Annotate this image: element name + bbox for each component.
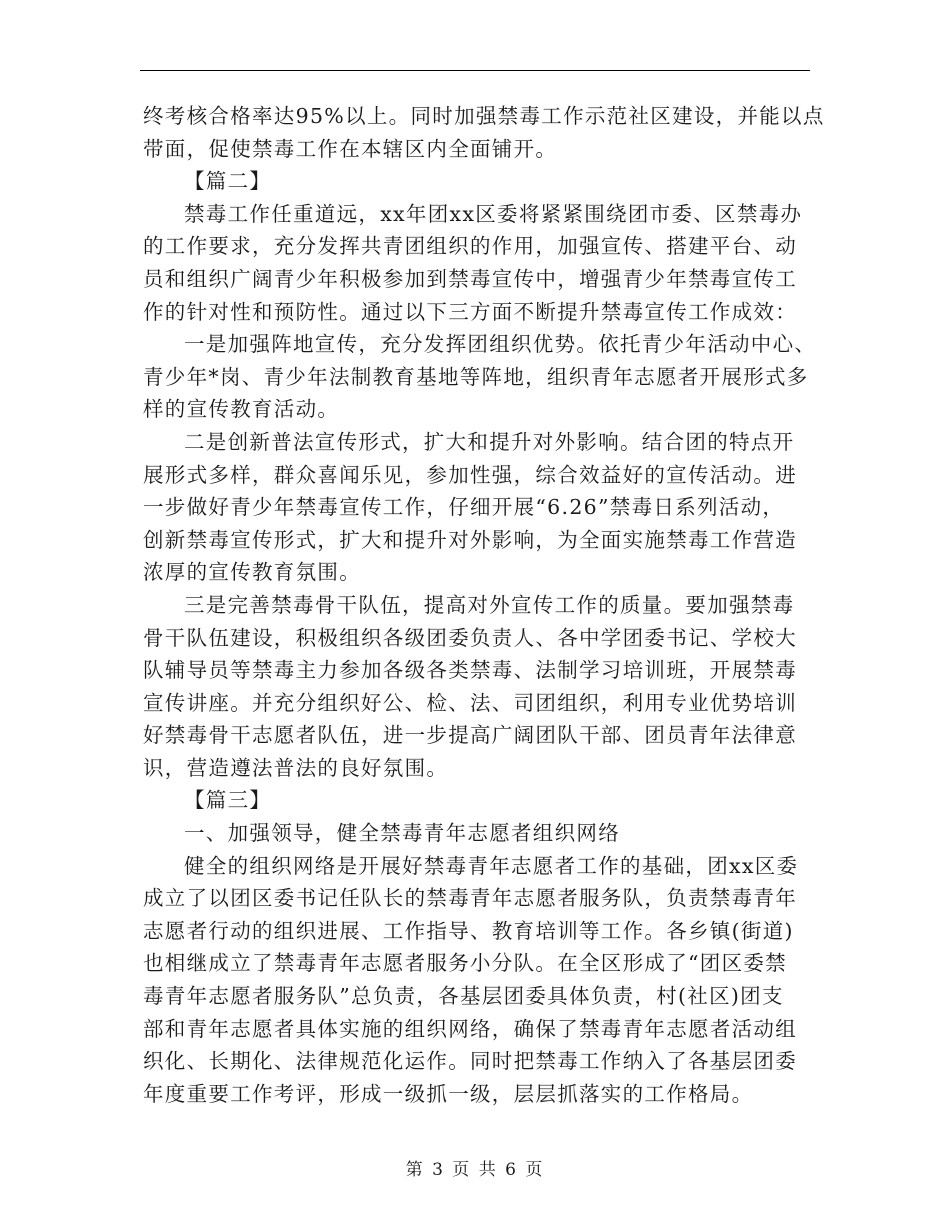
text-line: 展形式多样，群众喜闻乐见，参加性强，综合效益好的宣传活动。进 bbox=[143, 462, 797, 487]
text-line: 青少年*岗、青少年法制教育基地等阵地，组织青年志愿者开展形式多 bbox=[143, 364, 809, 389]
text-line: 浓厚的宣传教育氛围。 bbox=[143, 560, 361, 585]
text-line: 一、加强领导，健全禁毒青年志愿者组织网络 bbox=[184, 821, 620, 846]
text-line: 二是创新普法宣传形式，扩大和提升对外影响。结合团的特点开 bbox=[184, 429, 795, 454]
text-line: 【篇二】 bbox=[184, 169, 272, 194]
text-line: 带面，促使禁毒工作在本辖区内全面铺开。 bbox=[143, 136, 558, 161]
text-line: 的工作要求，充分发挥共青团组织的作用，加强宣传、搭建平台、动 bbox=[143, 234, 797, 259]
text-line: 识，营造遵法普法的良好氛围。 bbox=[143, 755, 449, 780]
text-line: 三是完善禁毒骨干队伍，提高对外宣传工作的质量。要加强禁毒 bbox=[184, 592, 795, 617]
text-line: 禁毒工作任重道远，xx年团xx区委将紧紧围绕团市委、区禁毒办 bbox=[184, 201, 803, 226]
document-body bbox=[143, 100, 825, 1110]
text-line: 织化、长期化、法律规范化运作。同时把禁毒工作纳入了各基层团委 bbox=[143, 1049, 797, 1074]
text-line: 员和组织广阔青少年积极参加到禁毒宣传中，增强青少年禁毒宣传工 bbox=[143, 266, 797, 291]
page-number: 第 3 页 共 6 页 bbox=[405, 1160, 545, 1180]
text-line: 队辅导员等禁毒主力参加各级各类禁毒、法制学习培训班，开展禁毒 bbox=[143, 658, 797, 683]
text-line: 样的宣传教育活动。 bbox=[143, 397, 340, 422]
text-line: 也相继成立了禁毒青年志愿者服务小分队。在全区形成了“团区委禁 bbox=[143, 951, 787, 976]
text-line: 好禁毒骨干志愿者队伍，进一步提高广阔团队干部、团员青年法律意 bbox=[143, 723, 797, 748]
header-rule bbox=[140, 70, 810, 71]
text-line: 骨干队伍建设，积极组织各级团委负责人、各中学团委书记、学校大 bbox=[143, 625, 797, 650]
text-line: 志愿者行动的组织进展、工作指导、教育培训等工作。各乡镇(街道) bbox=[143, 918, 794, 943]
text-line: 一是加强阵地宣传，充分发挥团组织优势。依托青少年活动中心、 bbox=[184, 332, 817, 357]
text-line: 宣传讲座。并充分组织好公、检、法、司团组织，利用专业优势培训 bbox=[143, 690, 797, 715]
text-line: 【篇三】 bbox=[184, 788, 272, 813]
text-line: 终考核合格率达95%以上。同时加强禁毒工作示范社区建设，并能以点 bbox=[143, 104, 825, 128]
text-line: 创新禁毒宣传形式，扩大和提升对外影响，为全面实施禁毒工作营造 bbox=[143, 527, 797, 552]
text-line: 部和青年志愿者具体实施的组织网络，确保了禁毒青年志愿者活动组 bbox=[143, 1016, 797, 1041]
text-line: 健全的组织网络是开展好禁毒青年志愿者工作的基础，团xx区委 bbox=[184, 853, 799, 878]
text-line: 成立了以团区委书记任队长的禁毒青年志愿者服务队，负责禁毒青年 bbox=[143, 886, 797, 911]
text-line: 毒青年志愿者服务队”总负责，各基层团委具体负责，村(社区)团支 bbox=[143, 984, 784, 1009]
text-line: 作的针对性和预防性。通过以下三方面不断提升禁毒宣传工作成效： bbox=[143, 299, 797, 324]
text-line: 年度重要工作考评，形成一级抓一级，层层抓落实的工作格局。 bbox=[143, 1081, 754, 1106]
text-line: 一步做好青少年禁毒宣传工作，仔细开展“6.26”禁毒日系列活动， bbox=[143, 495, 785, 520]
